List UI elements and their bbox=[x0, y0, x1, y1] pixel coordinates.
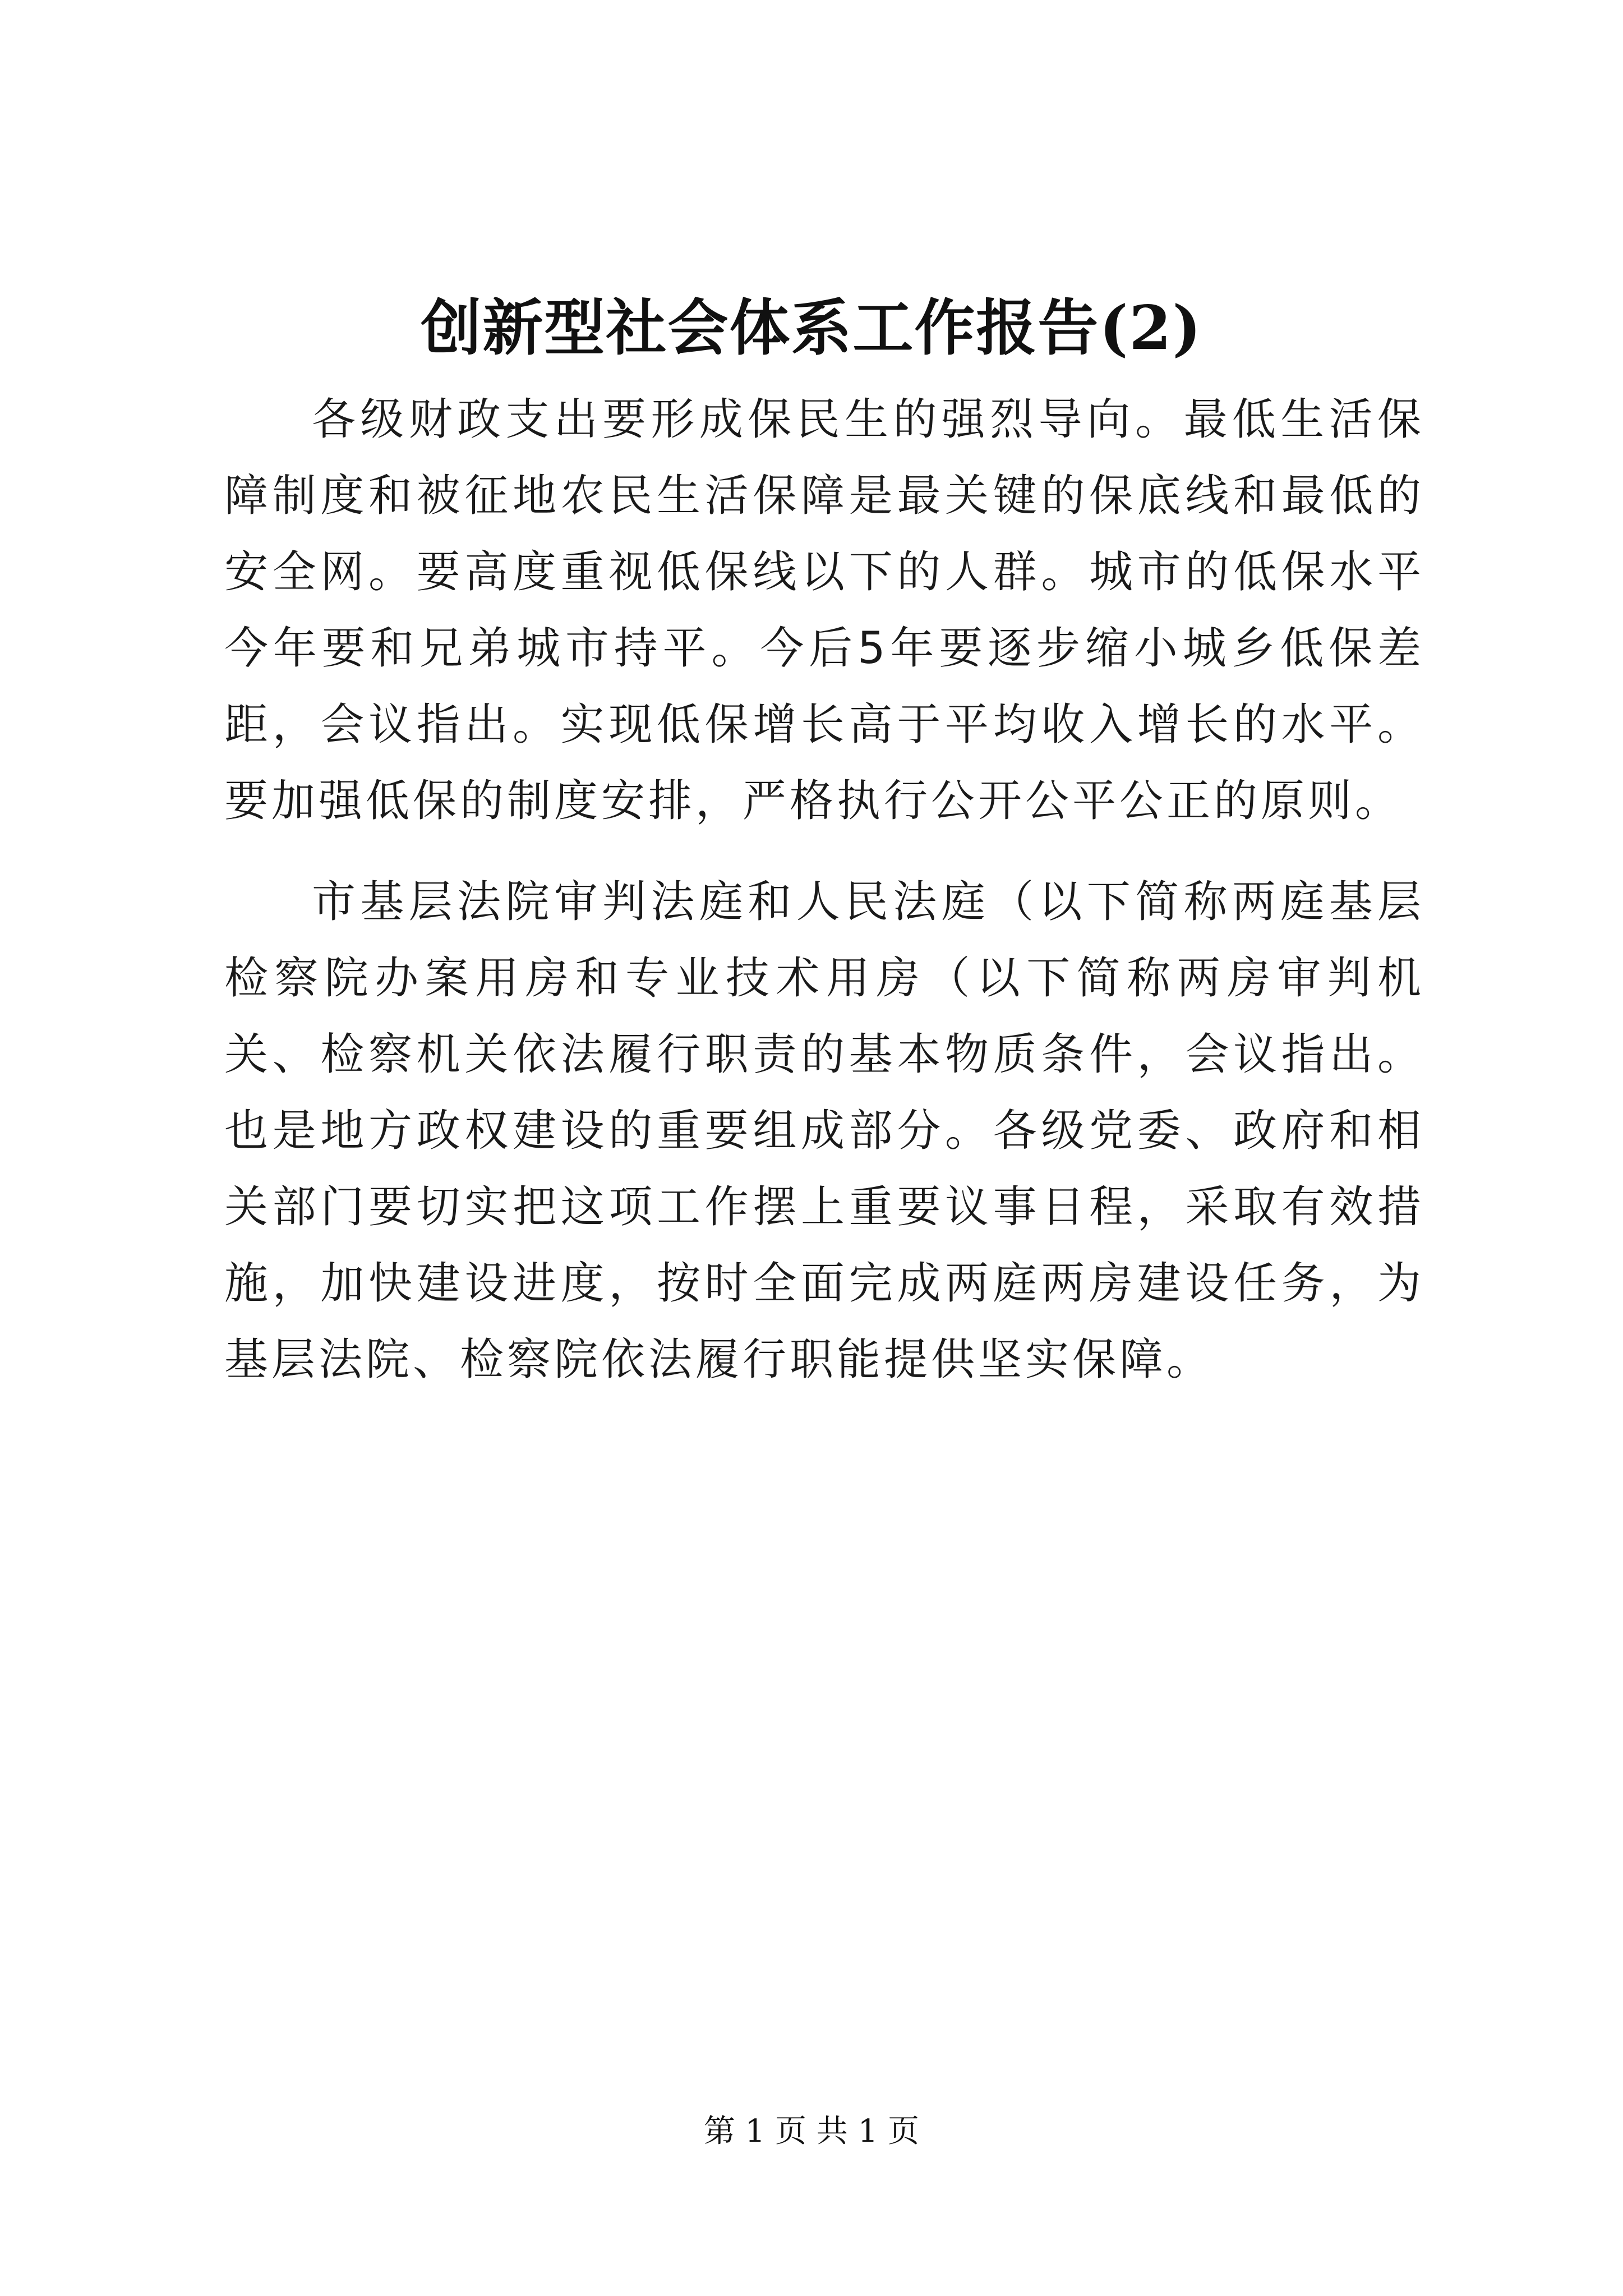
page-number-footer: 第 1 页 共 1 页 bbox=[703, 2113, 920, 2150]
document-title: 创新型社会体系工作报告(2) bbox=[421, 293, 1202, 364]
paragraph-1: 各级财政支出要形成保民生的强烈导向。最低生活保障制度和被征地农民生活保障是最关键的保底线和最低的安全网。要高度重视低保线以下的人群。城市的低保水平今年要和兄弟城市持平。今后5年要逐步缩小城乡低保差距，会议指出。实现低保增长高于平均收入增长的水平。要加强低保的制度安排，严格执行公开公平公正的原则。 bbox=[224, 394, 1424, 826]
document-body bbox=[224, 381, 1424, 1423]
paragraph-2: 市基层法院审判法庭和人民法庭（以下简称两庭基层检察院办案用房和专业技术用房（以下简称两房审判机关、检察机关依法履行职责的基本物质条件，会议指出。也是地方政权建设的重要组成部分。各级党委、政府和相关部门要切实把这项工作摆上重要议事日程，采取有效措施，加快建设进度，按时全面完成两庭两房建设任务，为基层法院、检察院依法履行职能提供坚实保障。 bbox=[224, 877, 1424, 1385]
